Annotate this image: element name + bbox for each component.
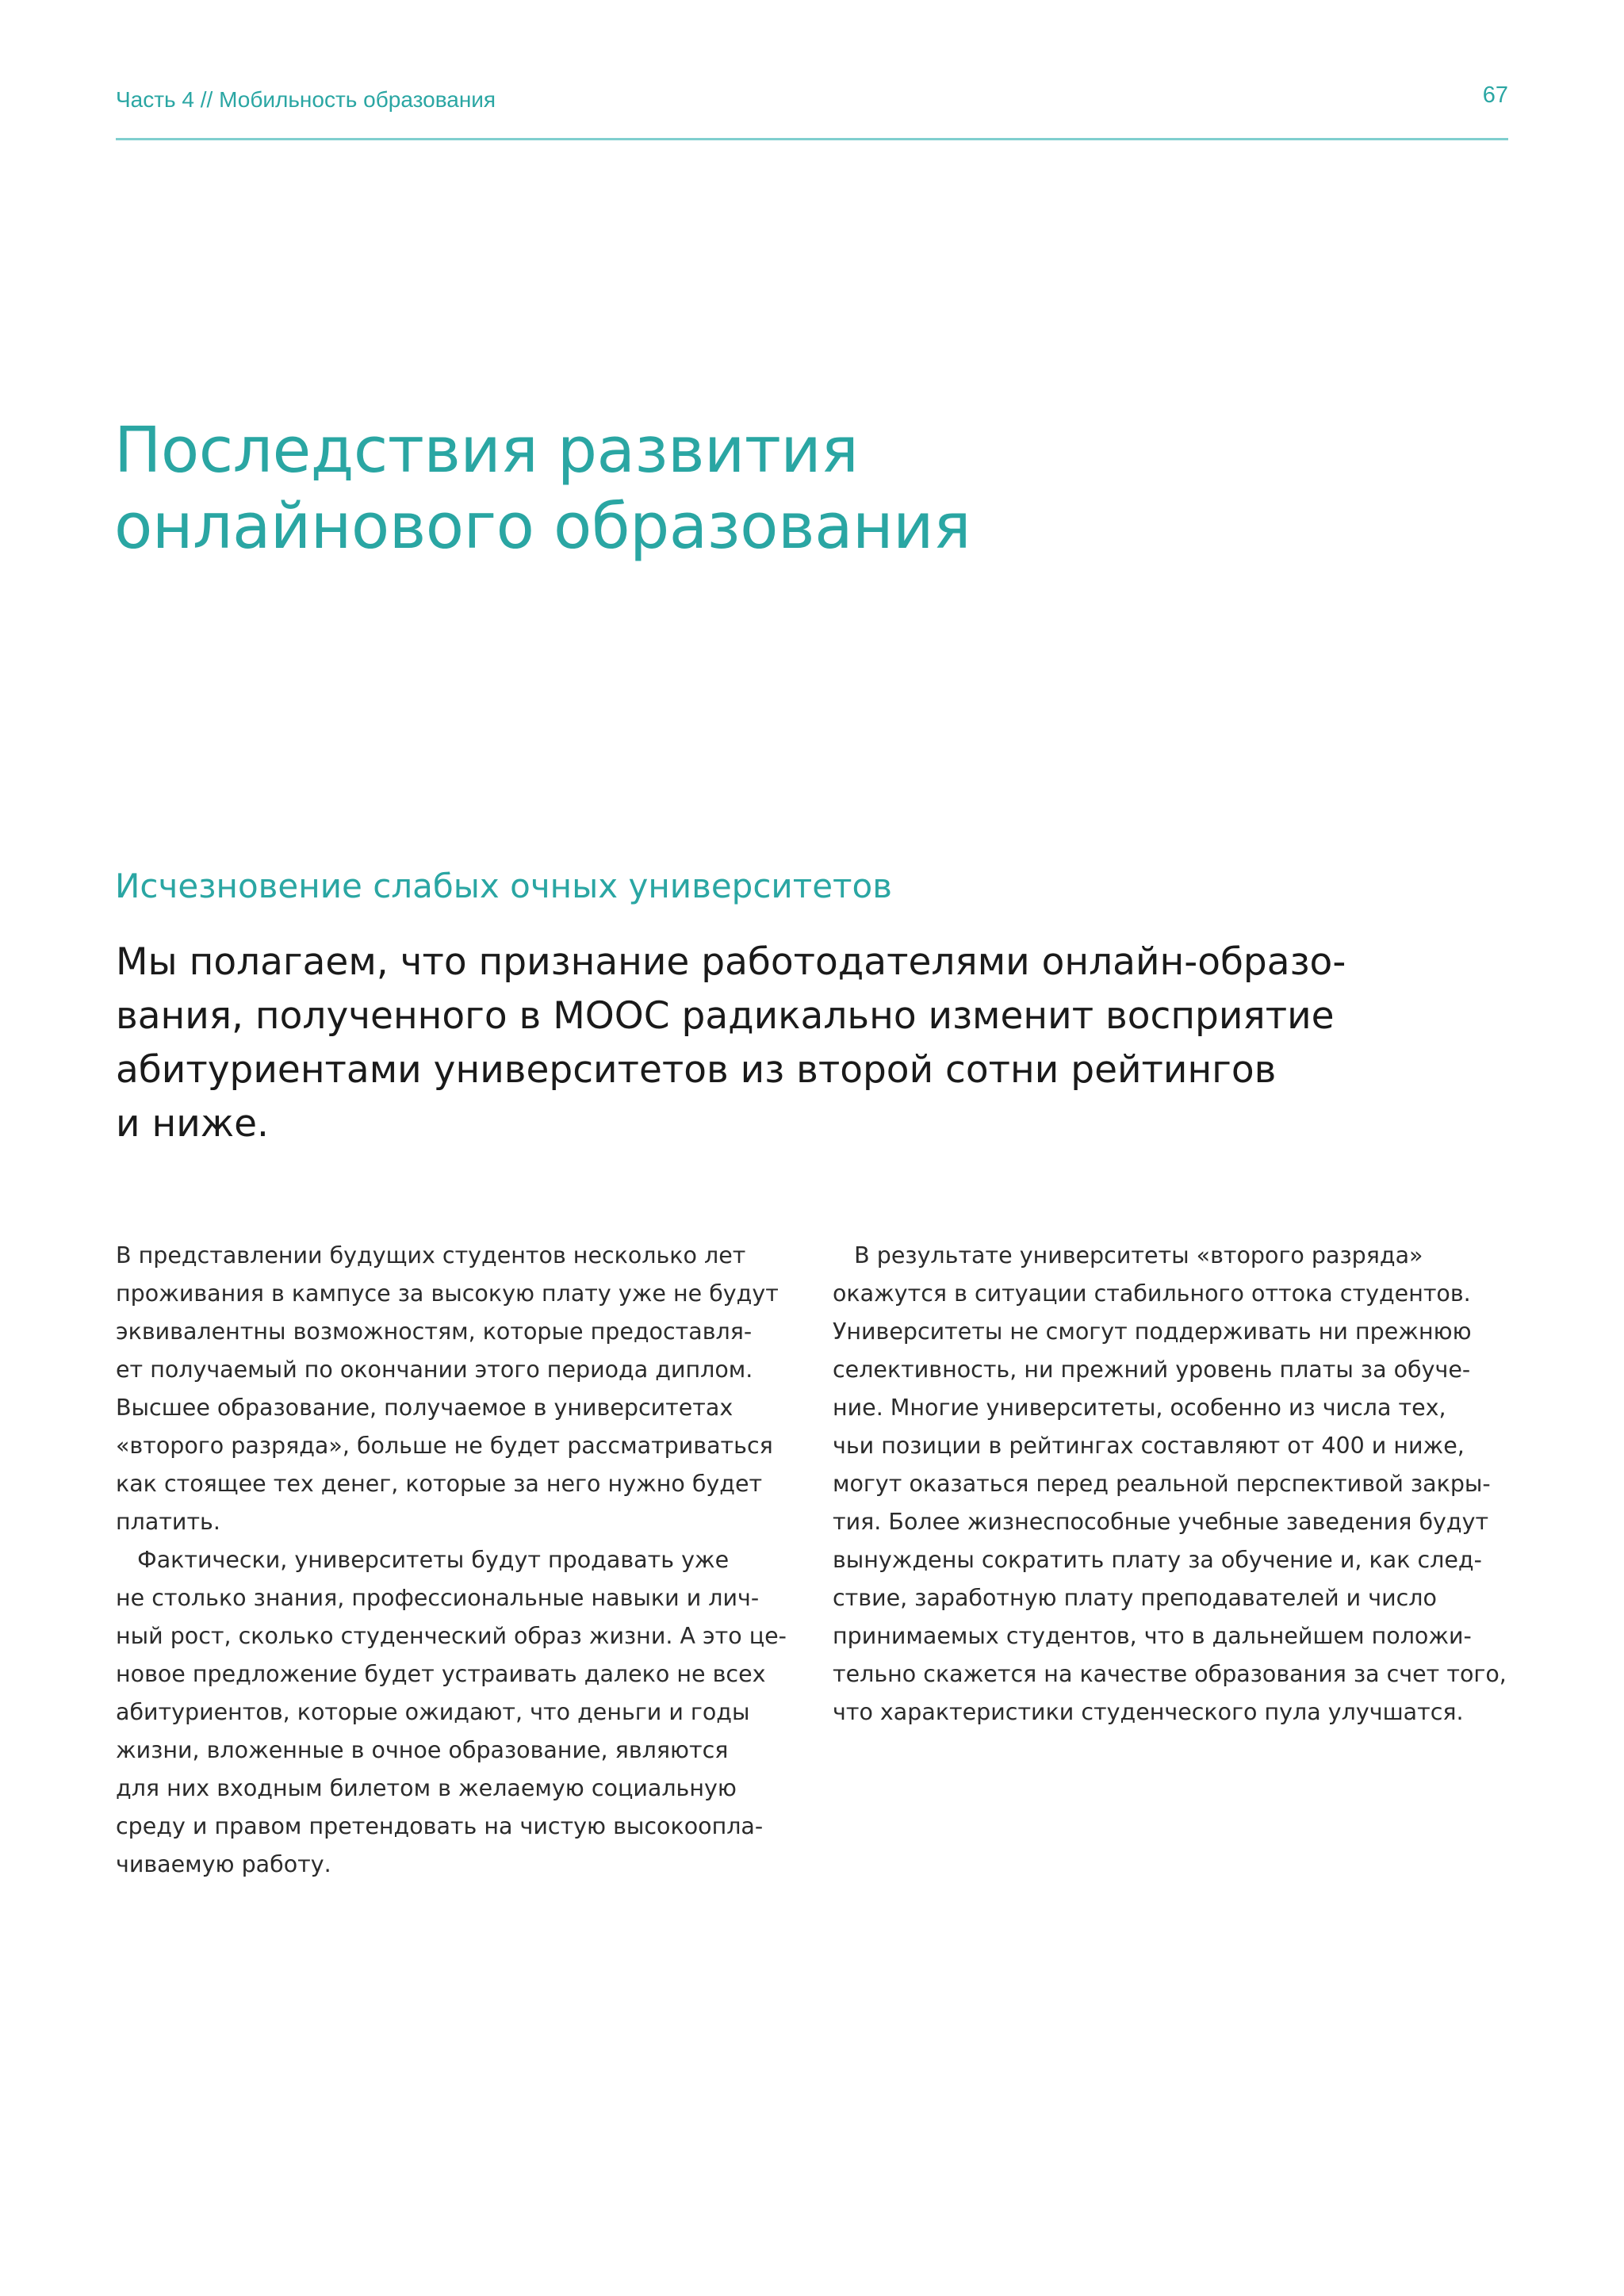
lead-line: и ниже.: [116, 1102, 269, 1146]
body-line: ет получаемый по окончании этого периода диплом.: [116, 1357, 753, 1383]
body-line: Высшее образование, получаемое в университетах: [116, 1395, 733, 1421]
lead-paragraph: [116, 936, 1464, 1151]
body-line: ние. Многие университеты, особенно из числа тех,: [833, 1395, 1446, 1421]
body-line: тия. Более жизнеспособные учебные заведения будут: [833, 1509, 1489, 1535]
body-line: чьи позиции в рейтингах составляют от 400 и ниже,: [833, 1433, 1465, 1459]
body-column-left: [116, 1237, 798, 1884]
chapter-title: [114, 412, 1462, 564]
body-line: среду и правом претендовать на чистую высокоопла-: [116, 1813, 764, 1839]
chapter-title-line: онлайнового образования: [114, 490, 971, 563]
section-heading: Исчезновение слабых очных университетов: [115, 867, 892, 905]
body-column-right: [833, 1237, 1515, 1732]
body-line: что характеристики студенческого пула улучшатся.: [833, 1699, 1464, 1725]
body-line: тельно скажется на качестве образования за счет того,: [833, 1661, 1507, 1687]
body-line: ствие, заработную плату преподавателей и число: [833, 1585, 1437, 1611]
body-line: В результате университеты «второго разряда»: [833, 1242, 1423, 1269]
body-line: жизни, вложенные в очное образование, являются: [116, 1737, 729, 1763]
lead-line: Мы полагаем, что признание работодателями онлайн-образо-: [116, 940, 1346, 984]
body-line: как стоящее тех денег, которые за него нужно будет: [116, 1471, 763, 1497]
body-line: окажутся в ситуации стабильного оттока студентов.: [833, 1280, 1471, 1307]
body-line: чиваемую работу.: [116, 1851, 331, 1877]
body-line: могут оказаться перед реальной перспективой закры-: [833, 1471, 1491, 1497]
body-line: эквивалентны возможностям, которые предоставля-: [116, 1318, 753, 1345]
body-line: селективность, ни прежний уровень платы за обуче-: [833, 1357, 1471, 1383]
body-line: ный рост, сколько студенческий образ жизни. А это це-: [116, 1623, 787, 1649]
body-line: В представлении будущих студентов несколько лет: [116, 1242, 746, 1269]
lead-line: абитуриентами университетов из второй сотни рейтингов: [116, 1048, 1277, 1092]
running-head: Часть 4 // Мобильность образования: [116, 87, 496, 112]
page-header: [116, 82, 1508, 140]
chapter-title-line: Последствия развития: [114, 414, 859, 487]
body-line: для них входным билетом в желаемую социальную: [116, 1775, 737, 1801]
body-line: «второго разряда», больше не будет рассматриваться: [116, 1433, 773, 1459]
body-line: не столько знания, профессиональные навыки и лич-: [116, 1585, 760, 1611]
body-line: вынуждены сократить плату за обучение и, как след-: [833, 1547, 1482, 1573]
lead-line: вания, полученного в МООС радикально изменит восприятие: [116, 994, 1335, 1038]
page-number: 67: [1482, 82, 1508, 108]
body-line: Университеты не смогут поддерживать ни прежнюю: [833, 1318, 1472, 1345]
body-line: проживания в кампусе за высокую плату уже не будут: [116, 1280, 779, 1307]
body-line: принимаемых студентов, что в дальнейшем положи-: [833, 1623, 1472, 1649]
body-line: абитуриентов, которые ожидают, что деньги и годы: [116, 1699, 750, 1725]
body-line: Фактически, университеты будут продавать уже: [116, 1547, 730, 1573]
body-line: платить.: [116, 1509, 220, 1535]
body-line: новое предложение будет устраивать далеко не всех: [116, 1661, 766, 1687]
